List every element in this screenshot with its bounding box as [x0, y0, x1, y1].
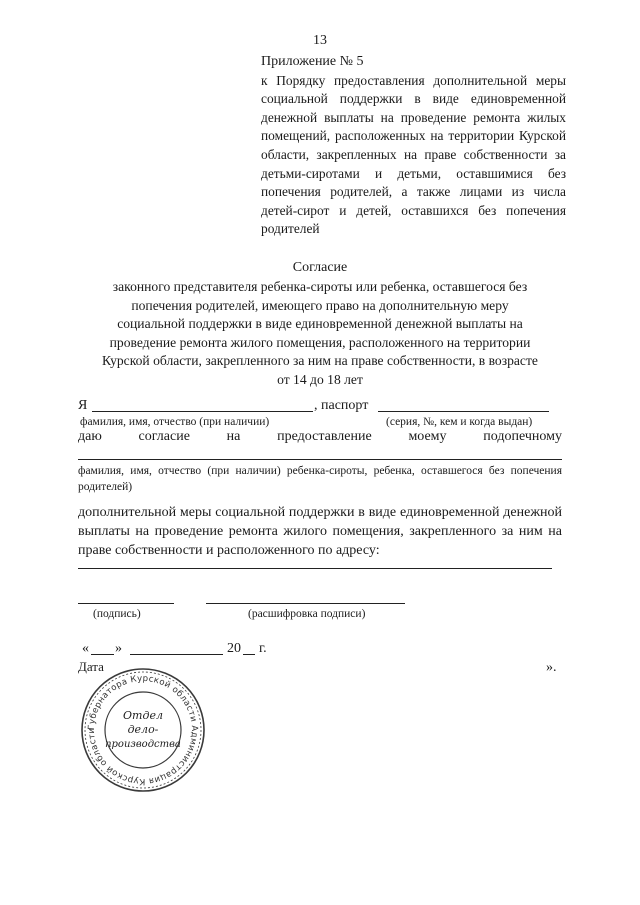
consent-word: подопечному	[483, 429, 562, 444]
child-name-field[interactable]	[78, 459, 562, 460]
page-number: 13	[313, 33, 327, 48]
address-field[interactable]	[78, 568, 552, 569]
consent-word: предоставление	[277, 429, 372, 444]
consent-line: от 14 до 18 лет	[277, 371, 363, 387]
date-close-quote: »	[115, 641, 122, 656]
year-suffix: г.	[259, 641, 267, 656]
date-open-quote: «	[82, 641, 89, 656]
appendix-header	[261, 53, 566, 239]
stamp-ring-text: Губернатора Курской области Администрация Курской области	[86, 673, 200, 787]
signature-decoding-field[interactable]	[206, 603, 405, 604]
fio-caption: фамилия, имя, отчество (при наличии)	[80, 416, 270, 428]
office-stamp	[78, 665, 208, 795]
appendix-title: Приложение № 5	[261, 54, 364, 69]
consent-line: законного представителя ребенка-сироты или ребенка, оставшегося без	[112, 279, 528, 294]
consent-title: Согласие	[292, 260, 348, 275]
consent-word: согласие	[138, 429, 190, 444]
stamp-center-line: производства	[105, 739, 181, 750]
signature-field[interactable]	[78, 603, 174, 604]
consent-line: попечения родителей, имеющего право на дополнительную меру	[131, 297, 509, 313]
signature-caption: (подпись)	[93, 608, 141, 620]
year-prefix: 20	[227, 641, 241, 656]
consent-description	[64, 278, 576, 389]
consent-line: социальной поддержки в виде единовременной денежной выплаты на	[117, 316, 523, 331]
day-field[interactable]	[91, 654, 114, 655]
consent-phrase	[78, 429, 562, 445]
month-field[interactable]	[130, 654, 223, 655]
passport-label: , паспорт	[314, 398, 369, 413]
year-field[interactable]	[243, 654, 255, 655]
stamp-center-line: дело-	[127, 723, 159, 736]
appendix-text: к Порядку предоставления дополнительной меры социальной поддержки в виде единовременной денежной выплаты на проведение ремонта жилых помещений, расположенных на территории Курской области, закрепленных на праве собственности за детьми-сиротами и детьми, оставшимися без попечения родителей, а также лицами из числа детей-сирот и детей, оставшихся без попечения родителей	[261, 72, 566, 237]
ya-label: Я	[78, 398, 88, 413]
child-name-caption: фамилия, имя, отчество (при наличии) ребенка-сироты, ребенка, оставшегося без попечения родителей)	[78, 465, 562, 493]
date-label: Дата	[78, 659, 104, 674]
fio-field[interactable]	[92, 411, 313, 412]
closing-mark: ».	[546, 660, 557, 675]
purpose-text: дополнительной меры социальной поддержки в виде единовременной денежной выплаты на проведение ремонта жилого помещения, закрепленного за ним на праве собственности и расположенного по адресу:	[78, 505, 562, 558]
consent-line: Курской области, закрепленного за ним на праве собственности, в возрасте	[102, 353, 538, 368]
decoding-caption: (расшифровка подписи)	[248, 608, 366, 620]
consent-word: даю	[78, 429, 102, 444]
consent-word: на	[226, 429, 241, 444]
consent-word: моему	[408, 429, 447, 444]
consent-line: проведение ремонта жилого помещения, расположенного на территории	[109, 334, 531, 350]
stamp-center-line: Отдел	[123, 709, 163, 722]
passport-field[interactable]	[378, 411, 549, 412]
passport-caption: (серия, №, кем и когда выдан)	[386, 416, 533, 428]
